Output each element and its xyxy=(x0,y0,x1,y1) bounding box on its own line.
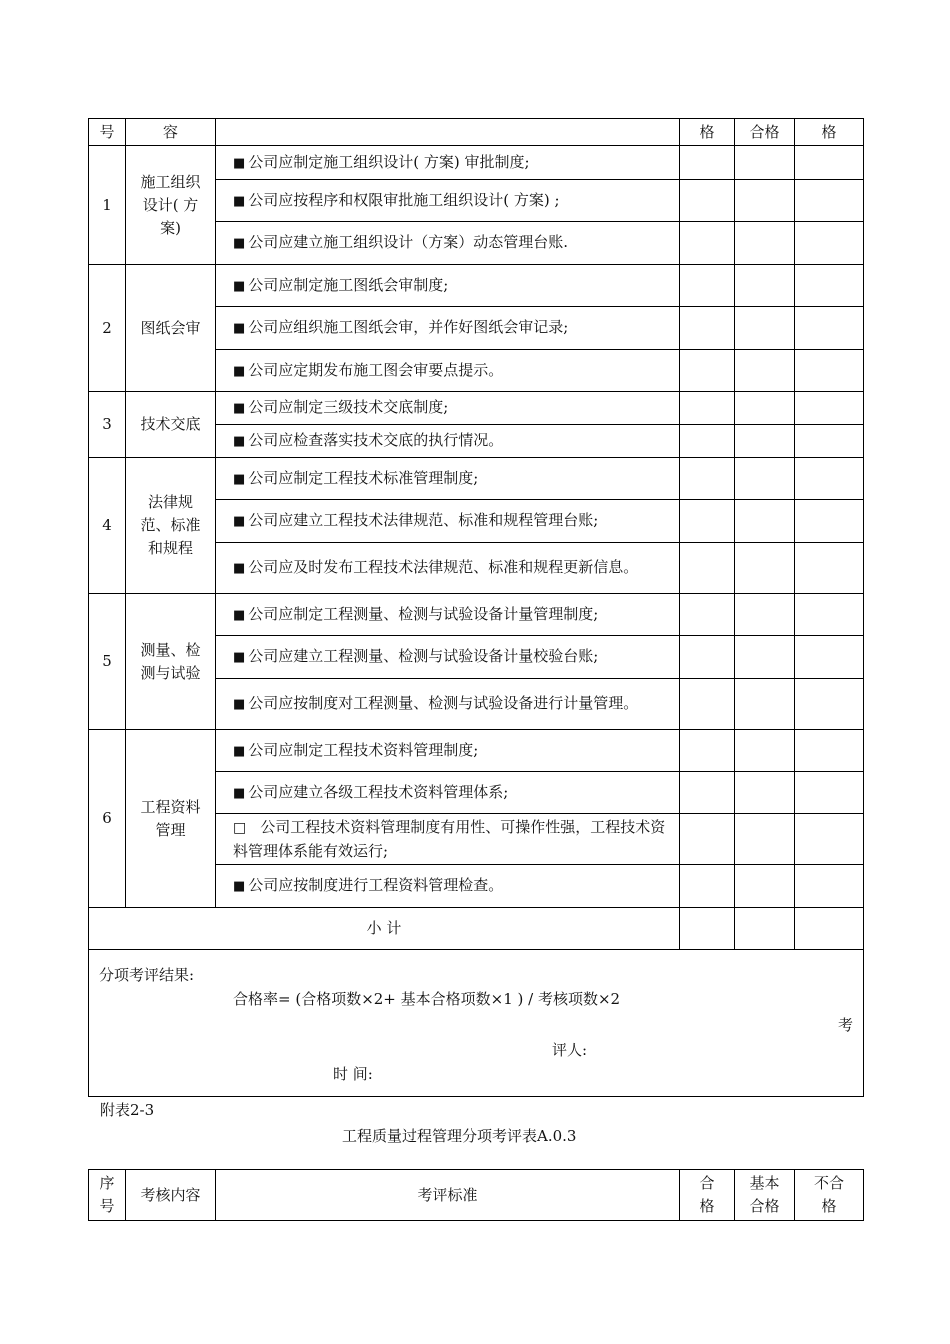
subtotal-fail-cell[interactable] xyxy=(795,908,864,950)
assessor-label-part-a: 考 xyxy=(838,1016,854,1034)
form-title: 工程质量过程管理分项考评表A.0.3 xyxy=(342,1127,577,1145)
pass-mark-cell[interactable] xyxy=(680,265,735,307)
criterion-text: 公司应建立施工组织设计（方案）动态管理台账. xyxy=(248,233,569,251)
table-row xyxy=(89,730,864,772)
header-basic-pass: 基本合格 xyxy=(735,1170,795,1221)
criterion-cell xyxy=(216,543,680,594)
empty-checkbox-icon: □ xyxy=(233,819,247,836)
criterion-text: 公司应按制度进行工程资料管理检查。 xyxy=(248,876,504,894)
pass-mark-cell[interactable] xyxy=(680,458,735,500)
basic-pass-mark-cell[interactable] xyxy=(735,679,795,730)
item-category: 法律规范、标准和规程 xyxy=(126,458,216,594)
fail-mark-cell[interactable] xyxy=(795,543,864,594)
evaluation-table-continued xyxy=(88,118,864,1097)
item-category: 图纸会审 xyxy=(126,265,216,392)
filled-square-icon: ■ xyxy=(233,278,246,294)
filled-square-icon: ■ xyxy=(233,697,246,712)
basic-pass-mark-cell[interactable] xyxy=(735,222,795,265)
fail-mark-cell[interactable] xyxy=(795,392,864,425)
fail-mark-cell[interactable] xyxy=(795,307,864,350)
header-cell-number: 号 xyxy=(89,119,126,146)
subtotal-pass-cell[interactable] xyxy=(680,908,735,950)
pass-mark-cell[interactable] xyxy=(680,543,735,594)
criterion-text: 公司应制定施工组织设计( 方案) 审批制度; xyxy=(248,152,530,171)
filled-square-icon: ■ xyxy=(233,471,246,487)
appendix-label: 附表2-3 xyxy=(100,1101,155,1119)
filled-square-icon: ■ xyxy=(233,155,246,171)
subtotal-row xyxy=(89,908,864,950)
filled-square-icon: ■ xyxy=(233,743,246,759)
criterion-text: 公司应检查落实技术交底的执行情况。 xyxy=(248,431,504,449)
basic-pass-mark-cell[interactable] xyxy=(735,814,795,865)
criterion-cell xyxy=(216,679,680,730)
criterion-cell xyxy=(216,180,680,222)
item-category: 施工组织设计( 方案) xyxy=(126,146,216,265)
filled-square-icon: ■ xyxy=(233,785,246,801)
basic-pass-mark-cell[interactable] xyxy=(735,425,795,458)
fail-mark-cell[interactable] xyxy=(795,222,864,265)
filled-square-icon: ■ xyxy=(233,321,246,336)
criterion-cell xyxy=(216,146,680,180)
fail-mark-cell[interactable] xyxy=(795,500,864,543)
criterion-cell xyxy=(216,814,680,865)
table-row xyxy=(89,146,864,180)
item-number: 1 xyxy=(89,146,126,265)
fail-mark-cell[interactable] xyxy=(795,865,864,908)
criterion-text: 公司工程技术资料管理制度有用性、可操作性强，工程技术资料管理体系能有效运行; xyxy=(233,817,666,860)
basic-pass-mark-cell[interactable] xyxy=(735,500,795,543)
criterion-text: 公司应制定三级技术交底制度; xyxy=(248,398,449,416)
fail-mark-cell[interactable] xyxy=(795,180,864,222)
pass-mark-cell[interactable] xyxy=(680,865,735,908)
criterion-text: 公司应建立工程测量、检测与试验设备计量校验台账; xyxy=(248,647,599,665)
time-label: 时 间: xyxy=(333,1065,373,1083)
filled-square-icon: ■ xyxy=(233,514,246,529)
header-content: 考核内容 xyxy=(126,1170,216,1221)
criterion-cell xyxy=(216,425,680,458)
item-number: 3 xyxy=(89,392,126,458)
basic-pass-mark-cell[interactable] xyxy=(735,350,795,392)
item-number: 2 xyxy=(89,265,126,392)
criterion-cell xyxy=(216,636,680,679)
header-pass: 合格 xyxy=(680,1170,735,1221)
header-cell-pass: 格 xyxy=(680,119,735,146)
evaluation-table-header xyxy=(88,1169,864,1221)
criterion-text: 公司应按程序和权限审批施工组织设计( 方案) ; xyxy=(248,190,560,209)
fail-mark-cell[interactable] xyxy=(795,350,864,392)
basic-pass-mark-cell[interactable] xyxy=(735,458,795,500)
pass-mark-cell[interactable] xyxy=(680,222,735,265)
header-standard: 考评标准 xyxy=(216,1170,680,1221)
pass-mark-cell[interactable] xyxy=(680,636,735,679)
subtotal-basic-pass-cell[interactable] xyxy=(735,908,795,950)
pass-mark-cell[interactable] xyxy=(680,814,735,865)
item-category: 工程资料管理 xyxy=(126,730,216,908)
header-cell-fail: 格 xyxy=(795,119,864,146)
fail-mark-cell[interactable] xyxy=(795,730,864,772)
criterion-cell xyxy=(216,730,680,772)
item-category: 测量、检测与试验 xyxy=(126,594,216,730)
criterion-cell xyxy=(216,222,680,265)
basic-pass-mark-cell[interactable] xyxy=(735,543,795,594)
item-number: 5 xyxy=(89,594,126,730)
assessor-label-part-b: 评人: xyxy=(552,1041,588,1059)
fail-mark-cell[interactable] xyxy=(795,772,864,814)
basic-pass-mark-cell[interactable] xyxy=(735,730,795,772)
pass-mark-cell[interactable] xyxy=(680,679,735,730)
basic-pass-mark-cell[interactable] xyxy=(735,636,795,679)
criterion-cell xyxy=(216,392,680,425)
criterion-cell xyxy=(216,458,680,500)
criterion-cell xyxy=(216,594,680,636)
table-row xyxy=(89,594,864,636)
fail-mark-cell[interactable] xyxy=(795,814,864,865)
fail-mark-cell[interactable] xyxy=(795,146,864,180)
basic-pass-mark-cell[interactable] xyxy=(735,594,795,636)
criterion-cell xyxy=(216,307,680,350)
filled-square-icon: ■ xyxy=(233,561,246,576)
header-fail: 不合格 xyxy=(795,1170,864,1221)
pass-mark-cell[interactable] xyxy=(680,350,735,392)
basic-pass-mark-cell[interactable] xyxy=(735,772,795,814)
fail-mark-cell[interactable] xyxy=(795,425,864,458)
result-label: 分项考评结果: xyxy=(99,966,195,984)
criterion-text: 公司应组织施工图纸会审，并作好图纸会审记录; xyxy=(248,318,569,336)
header-cell-standard xyxy=(216,119,680,146)
criterion-cell xyxy=(216,500,680,543)
criterion-text: 公司应建立工程技术法律规范、标准和规程管理台账; xyxy=(248,511,599,529)
table-header-row-cut xyxy=(89,119,864,146)
subtotal-label: 小 计 xyxy=(89,908,680,950)
basic-pass-mark-cell[interactable] xyxy=(735,265,795,307)
filled-square-icon: ■ xyxy=(233,236,246,251)
filled-square-icon: ■ xyxy=(233,363,246,379)
fail-mark-cell[interactable] xyxy=(795,594,864,636)
pass-mark-cell[interactable] xyxy=(680,772,735,814)
criterion-cell xyxy=(216,772,680,814)
criterion-text: 公司应按制度对工程测量、检测与试验设备进行计量管理。 xyxy=(248,694,639,712)
fail-mark-cell[interactable] xyxy=(795,636,864,679)
filled-square-icon: ■ xyxy=(233,434,246,449)
criterion-text: 公司应定期发布施工图会审要点提示。 xyxy=(248,360,504,379)
table-header-row xyxy=(89,1170,864,1221)
criterion-cell xyxy=(216,265,680,307)
basic-pass-mark-cell[interactable] xyxy=(735,146,795,180)
result-row xyxy=(89,950,864,1097)
criterion-cell xyxy=(216,350,680,392)
criterion-text: 公司应制定施工图纸会审制度; xyxy=(248,275,449,294)
basic-pass-mark-cell[interactable] xyxy=(735,180,795,222)
pass-mark-cell[interactable] xyxy=(680,500,735,543)
pass-mark-cell[interactable] xyxy=(680,146,735,180)
header-number: 序号 xyxy=(89,1170,126,1221)
basic-pass-mark-cell[interactable] xyxy=(735,392,795,425)
pass-mark-cell[interactable] xyxy=(680,730,735,772)
table-row xyxy=(89,458,864,500)
pass-rate-formula: 合格率= (合格项数×2+ 基本合格项数×1 ) / 考核项数×2 xyxy=(233,990,621,1008)
criterion-text: 公司应制定工程技术标准管理制度; xyxy=(248,468,479,487)
filled-square-icon: ■ xyxy=(233,607,246,623)
item-number: 4 xyxy=(89,458,126,594)
fail-mark-cell[interactable] xyxy=(795,265,864,307)
criterion-cell xyxy=(216,865,680,908)
pass-mark-cell[interactable] xyxy=(680,594,735,636)
basic-pass-mark-cell[interactable] xyxy=(735,307,795,350)
pass-mark-cell[interactable] xyxy=(680,180,735,222)
pass-mark-cell[interactable] xyxy=(680,307,735,350)
basic-pass-mark-cell[interactable] xyxy=(735,865,795,908)
criterion-text: 公司应制定工程技术资料管理制度; xyxy=(248,740,479,759)
item-category: 技术交底 xyxy=(126,392,216,458)
pass-mark-cell[interactable] xyxy=(680,392,735,425)
table-row xyxy=(89,392,864,425)
header-cell-content: 容 xyxy=(126,119,216,146)
fail-mark-cell[interactable] xyxy=(795,679,864,730)
pass-mark-cell[interactable] xyxy=(680,425,735,458)
filled-square-icon: ■ xyxy=(233,879,246,894)
filled-square-icon: ■ xyxy=(233,401,246,416)
fail-mark-cell[interactable] xyxy=(795,458,864,500)
filled-square-icon: ■ xyxy=(233,193,246,209)
header-cell-basic-pass: 合格 xyxy=(735,119,795,146)
result-cell xyxy=(89,950,864,1097)
criterion-text: 公司应制定工程测量、检测与试验设备计量管理制度; xyxy=(248,604,599,623)
criterion-text: 公司应及时发布工程技术法律规范、标准和规程更新信息。 xyxy=(248,558,639,576)
item-number: 6 xyxy=(89,730,126,908)
criterion-text: 公司应建立各级工程技术资料管理体系; xyxy=(248,782,509,801)
filled-square-icon: ■ xyxy=(233,650,246,665)
table-row xyxy=(89,265,864,307)
